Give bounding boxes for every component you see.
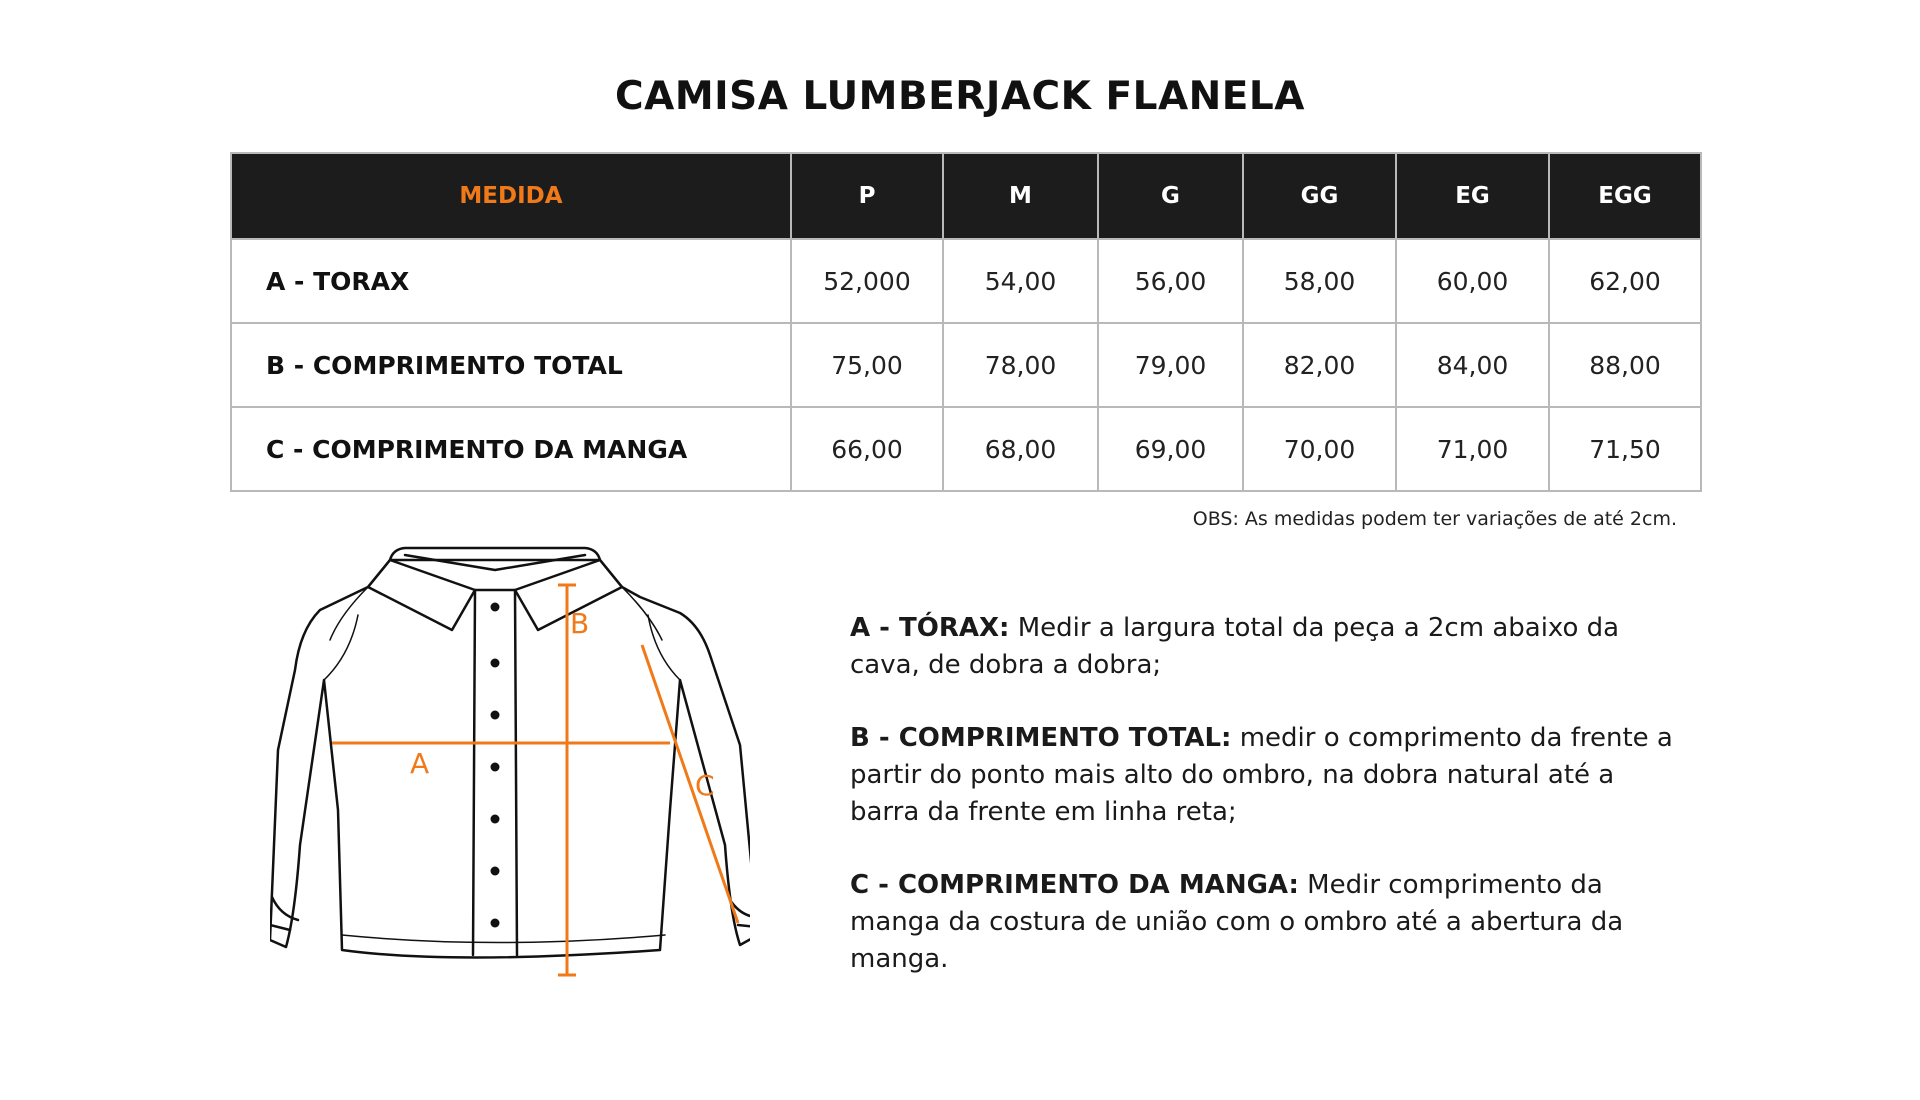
shirt-placket	[473, 590, 517, 955]
table-cell: 68,00	[943, 407, 1098, 491]
header-medida: MEDIDA	[231, 153, 791, 239]
note-term: A - TÓRAX:	[850, 613, 1010, 643]
table-cell: 62,00	[1549, 239, 1701, 323]
size-table	[230, 152, 1702, 492]
shirt-collar-left	[368, 560, 475, 630]
header-size-g: G	[1098, 153, 1243, 239]
table-row	[231, 239, 1701, 323]
row-label-comprimento-manga: C - COMPRIMENTO DA MANGA	[231, 407, 791, 491]
table-cell: 78,00	[943, 323, 1098, 407]
shirt-body-outline	[270, 560, 750, 958]
note-term: C - COMPRIMENTO DA MANGA:	[850, 870, 1299, 900]
table-row	[231, 407, 1701, 491]
note-torax	[850, 610, 1690, 684]
note-text: Medir comprimento da manga da costura de união com o ombro até a abertura da manga.	[850, 870, 1624, 974]
table-cell: 58,00	[1243, 239, 1396, 323]
table-row	[231, 323, 1701, 407]
note-text: Medir a largura total da peça a 2cm abaixo da cava, de dobra a dobra;	[850, 613, 1620, 680]
table-cell: 75,00	[791, 323, 943, 407]
table-cell: 88,00	[1549, 323, 1701, 407]
shirt-buttons	[491, 603, 500, 928]
shirt-measurement-diagram	[270, 545, 750, 980]
table-cell: 60,00	[1396, 239, 1549, 323]
note-text: medir o comprimento da frente a partir do ponto mais alto do ombro, na dobra natural até a barra da frente em linha reta;	[850, 723, 1673, 827]
table-cell: 70,00	[1243, 407, 1396, 491]
note-comprimento-total	[850, 720, 1690, 831]
table-header-row	[231, 153, 1701, 239]
header-size-p: P	[791, 153, 943, 239]
header-size-egg: EGG	[1549, 153, 1701, 239]
table-cell: 84,00	[1396, 323, 1549, 407]
table-cell: 79,00	[1098, 323, 1243, 407]
table-cell: 56,00	[1098, 239, 1243, 323]
measure-label-c: C	[695, 769, 715, 802]
table-cell: 52,000	[791, 239, 943, 323]
note-comprimento-manga	[850, 867, 1690, 978]
table-cell: 66,00	[791, 407, 943, 491]
note-term: B - COMPRIMENTO TOTAL:	[850, 723, 1232, 753]
table-cell: 71,50	[1549, 407, 1701, 491]
row-label-comprimento-total: B - COMPRIMENTO TOTAL	[231, 323, 791, 407]
measurement-note: OBS: As medidas podem ter variações de até 2cm.	[1192, 508, 1677, 530]
measure-label-b: B	[570, 607, 590, 640]
table-cell: 69,00	[1098, 407, 1243, 491]
table-cell: 71,00	[1396, 407, 1549, 491]
header-size-gg: GG	[1243, 153, 1396, 239]
measure-label-a: A	[410, 747, 430, 780]
page-title: CAMISA LUMBERJACK FLANELA	[615, 74, 1305, 119]
measurement-instructions	[850, 610, 1690, 1014]
row-label-torax: A - TORAX	[231, 239, 791, 323]
header-size-m: M	[943, 153, 1098, 239]
table-cell: 54,00	[943, 239, 1098, 323]
header-size-eg: EG	[1396, 153, 1549, 239]
table-cell: 82,00	[1243, 323, 1396, 407]
measure-line-c	[642, 645, 738, 923]
